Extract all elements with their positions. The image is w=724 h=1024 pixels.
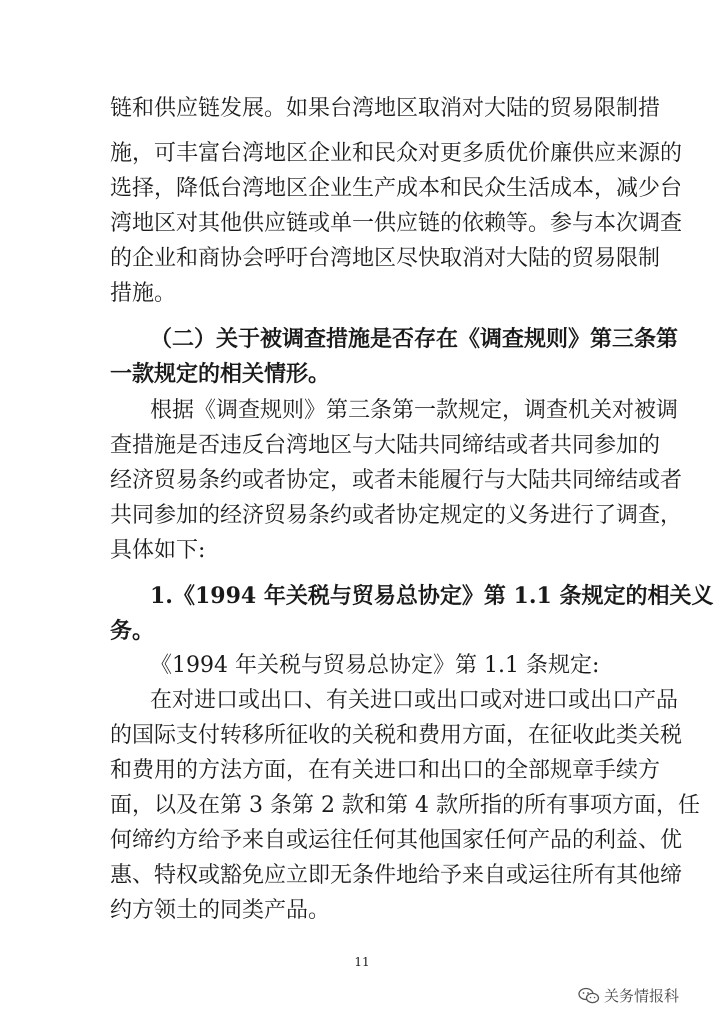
page-number: 11 [354, 955, 370, 969]
text-line: 共同参加的经济贸易条约或者协定规定的义务进行了调查， [110, 503, 683, 528]
text-line: 措施。 [110, 281, 177, 306]
text-line: 选择，降低台湾地区企业生产成本和民众生活成本，减少台 [110, 176, 683, 201]
text-line: 经济贸易条约或者协定，或者未能履行与大陆共同缔结或者 [110, 468, 683, 493]
text-line: （二）关于被调查措施是否存在《调查规则》第三条第 [150, 326, 679, 352]
text-line: 查措施是否违反台湾地区与大陆共同缔结或者共同参加的 [110, 433, 661, 458]
text-line: 何缔约方给予来自或运往任何其他国家任何产品的利益、优 [110, 828, 683, 853]
text-line: 具体如下: [110, 538, 206, 563]
text-line: 面，以及在第 3 条第 2 款和第 4 款所指的所有事项方面，任 [110, 793, 700, 818]
text-line: 湾地区对其他供应链或单一供应链的依赖等。参与本次调查 [110, 211, 683, 236]
text-line: 一款规定的相关情形。 [110, 361, 331, 387]
text-line: 惠、特权或豁免应立即无条件地给予来自或运往所有其他缔 [110, 863, 683, 888]
text-line: 的企业和商协会呼吁台湾地区尽快取消对大陆的贸易限制 [110, 246, 661, 271]
text-line: 施，可丰富台湾地区企业和民众对更多质优价廉供应来源的 [110, 141, 683, 166]
text-line: 在对进口或出口、有关进口或出口或对进口或出口产品 [150, 688, 679, 713]
text-line: 的国际支付转移所征收的关税和费用方面，在征收此类关税 [110, 723, 683, 748]
text-line: 《1994 年关税与贸易总协定》第 1.1 条规定: [150, 653, 600, 678]
text-line: 约方领土的同类产品。 [110, 898, 331, 923]
text-line: 和费用的方法方面，在有关进口和出口的全部规章手续方 [110, 758, 661, 783]
watermark-text: 关务情报科 [604, 987, 680, 1005]
text-line: 根据《调查规则》第三条第一款规定，调查机关对被调 [150, 398, 679, 423]
text-line: 务。 [110, 618, 155, 644]
text-line: 1.《1994 年关税与贸易总协定》第 1.1 条规定的相关义 [150, 583, 714, 609]
watermark [578, 985, 679, 1006]
text-line: 链和供应链发展。如果台湾地区取消对大陆的贸易限制措 [110, 96, 661, 121]
wechat-icon [578, 987, 600, 1005]
